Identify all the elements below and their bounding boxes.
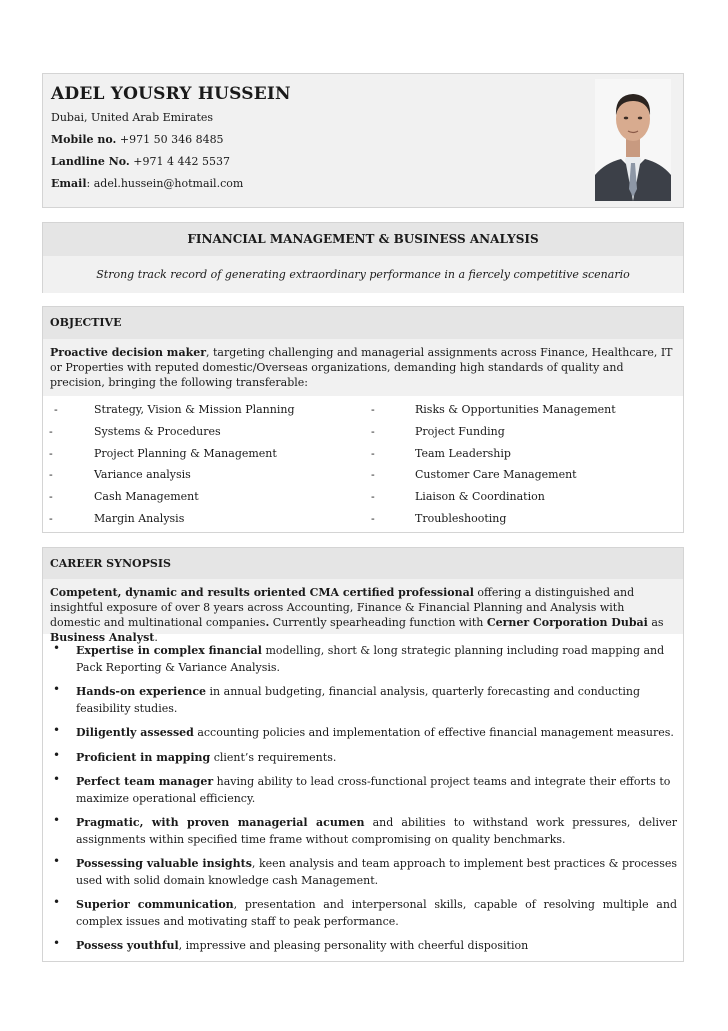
skills-row xyxy=(43,464,683,486)
skill-dash: - xyxy=(371,512,375,525)
skill-item: Risks & Opportunities Management xyxy=(415,403,616,416)
skill-item: Strategy, Vision & Mission Planning xyxy=(94,403,295,416)
bullet-item xyxy=(76,724,677,741)
career-text2: Currently spearheading function with xyxy=(269,616,487,629)
bullet-marker: • xyxy=(53,748,61,762)
skills-row xyxy=(43,399,683,421)
skills-row xyxy=(43,443,683,465)
career-text1: offering a distinguished and insightful exposure of over 8 years across Accounting, Finance & Financial Planning and Analysis with domestic and multinational companies xyxy=(50,586,635,629)
skill-item: Project Funding xyxy=(415,424,505,438)
email-label: Email xyxy=(51,177,87,190)
bullet-item xyxy=(76,937,677,954)
bullet-lead: Hands-on experience xyxy=(76,685,207,698)
bullet-text: modelling, short & long strategic planning including road mapping and Pack Reporting & Variance Analysis. xyxy=(76,644,665,674)
bullet-lead: Pragmatic, with proven managerial acumen xyxy=(76,816,365,829)
career-company: Cerner Corporation Dubai xyxy=(486,616,648,629)
bullet-lead: Diligently assessed xyxy=(76,726,194,739)
bullet-marker: • xyxy=(53,936,61,950)
skill-item: Team Leadership xyxy=(415,446,511,460)
objective-heading: OBJECTIVE xyxy=(43,307,683,339)
skill-item: Customer Care Management xyxy=(415,468,577,482)
skill-dash: - xyxy=(371,468,375,482)
email-value: : adel.hussein@hotmail.com xyxy=(86,177,244,190)
skill-dash: - xyxy=(371,403,375,416)
bullet-lead: Possess youthful xyxy=(76,939,179,952)
career-heading: CAREER SYNOPSIS xyxy=(43,548,683,579)
headline-title: FINANCIAL MANAGEMENT & BUSINESS ANALYSIS xyxy=(43,223,683,256)
mobile-value: +971 50 346 8485 xyxy=(116,133,224,146)
bullet-lead: Expertise in complex financial xyxy=(76,644,262,657)
skills-grid xyxy=(43,399,683,531)
skill-dash: - xyxy=(49,446,53,460)
bullet-text: client’s requirements. xyxy=(210,751,337,764)
skill-item: Troubleshooting xyxy=(415,512,507,525)
bullet-item xyxy=(76,642,677,676)
skill-item: Margin Analysis xyxy=(94,512,185,525)
bullet-lead: Possessing valuable insights xyxy=(76,857,252,870)
skill-dash: - xyxy=(49,424,53,438)
skill-dash: - xyxy=(54,403,58,416)
skill-dash: - xyxy=(49,512,53,525)
skill-dash: - xyxy=(371,490,375,504)
bullet-text: accounting policies and implementation of effective financial management measures. xyxy=(193,726,674,739)
career-bullets xyxy=(43,634,683,961)
bullet-item xyxy=(76,855,677,889)
bullet-marker: • xyxy=(53,813,61,827)
skill-dash: - xyxy=(371,446,375,460)
skill-item: Project Planning & Management xyxy=(94,446,277,460)
mobile-line xyxy=(51,133,224,146)
bullet-text: having ability to lead cross-functional project teams and integrate their efforts to maximize operational efficiency. xyxy=(76,775,671,805)
bullet-marker: • xyxy=(53,854,61,868)
skill-dash: - xyxy=(371,424,375,438)
career-text1-end: . xyxy=(265,616,270,629)
skill-item: Systems & Procedures xyxy=(94,424,221,438)
objective-text: , targeting challenging and managerial assignments across Finance, Healthcare, IT or Properties with reputed domestic/Overseas organizations, demanding high standards of quality and precision, bringing the following transferable: xyxy=(50,346,673,389)
objective-lead: Proactive decision maker xyxy=(50,346,206,359)
skill-item: Liaison & Coordination xyxy=(415,490,545,504)
bullet-item xyxy=(76,683,677,717)
bullet-text: and abilities to withstand work pressures, deliver assignments within specified time frame without compromising on quality benchmarks. xyxy=(76,816,678,846)
bullet-text: , impressive and pleasing personality with cheerful disposition xyxy=(178,939,529,952)
location: Dubai, United Arab Emirates xyxy=(51,111,214,124)
career-text4: . xyxy=(154,631,158,644)
profile-photo xyxy=(595,79,671,201)
career-text3: as xyxy=(647,616,664,629)
bullet-lead: Proficient in mapping xyxy=(76,751,211,764)
bullet-item xyxy=(76,896,677,930)
headline-tagline: Strong track record of generating extraordinary performance in a fiercely competitive scenario xyxy=(43,256,683,293)
career-lead: Competent, dynamic and results oriented CMA certified professional xyxy=(50,586,474,599)
bullet-marker: • xyxy=(53,772,61,786)
objective-section xyxy=(42,306,684,533)
bullet-text: in annual budgeting, financial analysis, quarterly forecasting and conducting feasibility studies. xyxy=(76,685,640,715)
candidate-name: ADEL YOUSRY HUSSEIN xyxy=(51,84,291,104)
contact-header xyxy=(42,73,684,208)
career-section xyxy=(42,547,684,962)
skill-dash: - xyxy=(49,468,53,482)
bullet-lead: Perfect team manager xyxy=(76,775,214,788)
objective-summary xyxy=(50,345,676,390)
bullet-marker: • xyxy=(53,641,61,655)
mobile-label: Mobile no. xyxy=(51,133,117,146)
bullet-item xyxy=(76,814,677,848)
bullet-text: , keen analysis and team approach to implement best practices & processes used with solid domain knowledge cash Management. xyxy=(76,857,678,887)
email-line xyxy=(51,177,243,190)
skill-item: Cash Management xyxy=(94,490,199,504)
skills-row xyxy=(43,421,683,443)
landline-value: +971 4 442 5537 xyxy=(129,155,230,168)
bullet-lead: Superior communication xyxy=(76,898,234,911)
skills-row xyxy=(43,508,683,530)
landline-line xyxy=(51,155,230,168)
skills-row xyxy=(43,486,683,508)
bullet-item xyxy=(76,773,677,807)
landline-label: Landline No. xyxy=(51,155,130,168)
career-role: Business Analyst xyxy=(50,631,155,644)
bullet-item xyxy=(76,749,677,766)
bullet-marker: • xyxy=(53,895,61,909)
skill-dash: - xyxy=(49,490,53,504)
bullet-text: , presentation and interpersonal skills, capable of resolving multiple and complex issues and motivating staff to peak performance. xyxy=(76,898,677,928)
headline-box xyxy=(42,222,684,293)
bullet-marker: • xyxy=(53,682,61,696)
bullet-marker: • xyxy=(53,723,61,737)
skill-item: Variance analysis xyxy=(94,468,191,482)
